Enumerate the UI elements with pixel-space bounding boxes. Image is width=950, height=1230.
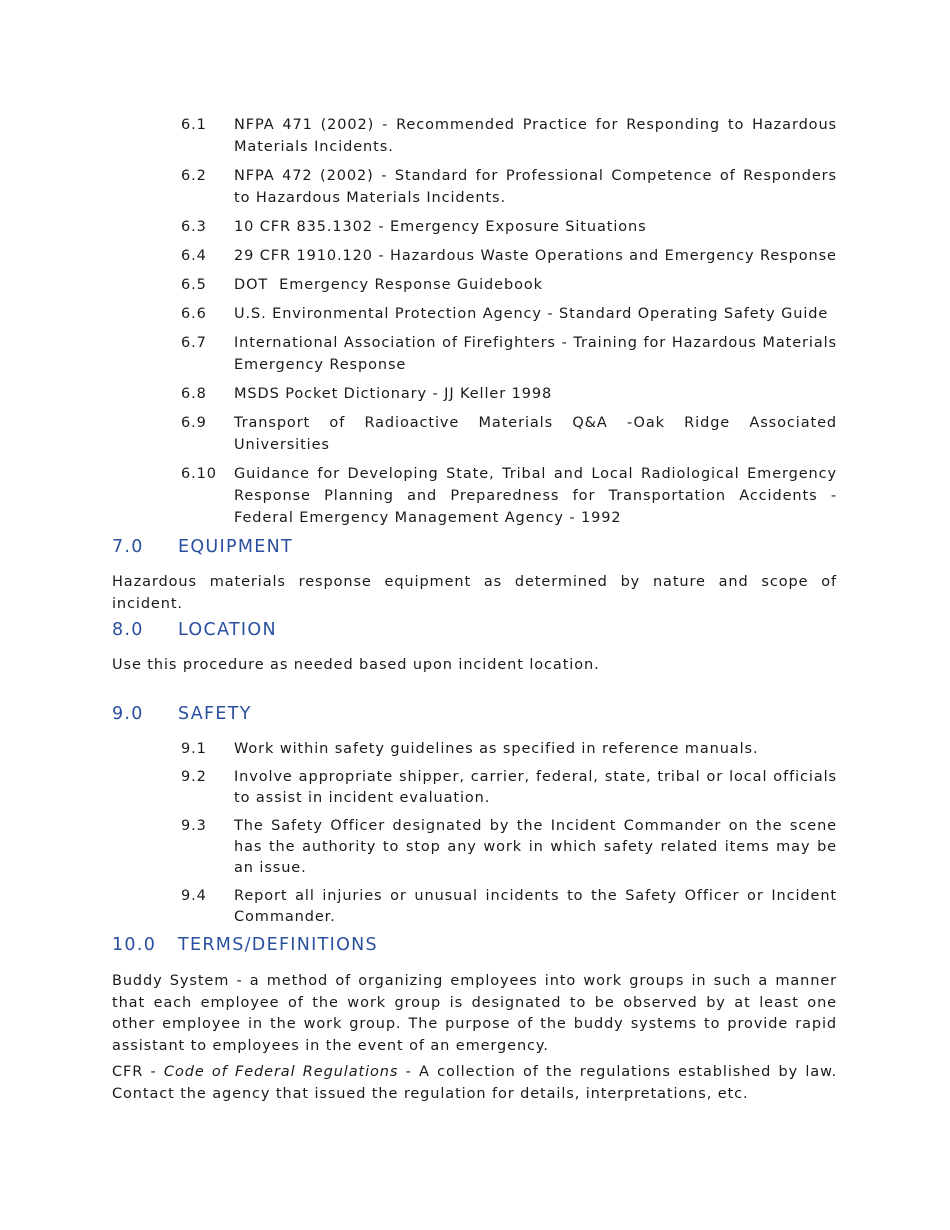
list-item	[181, 816, 837, 879]
item-text: NFPA 472 (2002) - Standard for Professional Competence of Responders to Hazardous Materials Incidents.	[234, 168, 837, 206]
section-number: 7.0	[112, 537, 144, 557]
safety-list	[181, 739, 837, 935]
list-item	[181, 332, 837, 376]
item-number: 9.4	[181, 888, 207, 904]
list-item	[181, 274, 837, 296]
buddy-system-definition: Buddy System - a method of organizing employees into work groups in such a manner that each employee of the work group is designated to be observed by at least one other employee in the work group. The purpose of the buddy systems to provide rapid assistant to employees in the event of an emergency.	[112, 973, 837, 1054]
item-number: 6.7	[181, 335, 207, 351]
item-number: 9.2	[181, 769, 207, 785]
section-number: 9.0	[112, 704, 144, 724]
reference-list	[181, 114, 837, 536]
section-title: SAFETY	[178, 704, 252, 724]
section-number: 8.0	[112, 620, 144, 640]
section-heading-equipment	[112, 537, 293, 557]
list-item	[181, 216, 837, 238]
section-heading-location	[112, 620, 277, 640]
item-text: NFPA 471 (2002) - Recommended Practice for Responding to Hazardous Materials Incidents.	[234, 117, 837, 155]
list-item	[181, 303, 837, 325]
item-text: 29 CFR 1910.120 - Hazardous Waste Operations and Emergency Response	[234, 248, 837, 264]
item-number: 6.2	[181, 168, 207, 184]
cfr-definition	[112, 1062, 837, 1105]
item-text: Transport of Radioactive Materials Q&A -Oak Ridge Associated Universities	[234, 415, 837, 453]
item-text: International Association of Firefighters - Training for Hazardous Materials Emergency Response	[234, 335, 837, 373]
cfr-description: - A collection of the regulations established by law. Contact the agency that issued the regulation for details, interpretations, etc.	[112, 1064, 838, 1102]
section-number: 10.0	[112, 935, 157, 955]
section-heading-safety	[112, 704, 252, 724]
item-text: Guidance for Developing State, Tribal and Local Radiological Emergency Response Planning and Preparedness for Transportation Accidents - Federal Emergency Management Agency - 1992	[234, 466, 837, 526]
cfr-term: CFR -	[112, 1064, 164, 1080]
item-number: 6.6	[181, 306, 207, 322]
item-number: 6.9	[181, 415, 207, 431]
item-number: 9.3	[181, 818, 207, 834]
item-number: 6.10	[181, 466, 217, 482]
item-text: Work within safety guidelines as specified in reference manuals.	[234, 741, 759, 757]
list-item	[181, 165, 837, 209]
list-item	[181, 739, 837, 760]
item-number: 9.1	[181, 741, 207, 757]
cfr-full-name: Code of Federal Regulations	[163, 1064, 399, 1080]
item-text: Report all injuries or unusual incidents to the Safety Officer or Incident Commander.	[234, 888, 837, 925]
section-title: TERMS/DEFINITIONS	[178, 935, 378, 955]
item-number: 6.5	[181, 277, 207, 293]
item-text: DOT Emergency Response Guidebook	[234, 277, 543, 293]
list-item	[181, 767, 837, 809]
item-text: U.S. Environmental Protection Agency - Standard Operating Safety Guide	[234, 306, 829, 322]
item-number: 6.8	[181, 386, 207, 402]
section-title: LOCATION	[178, 620, 277, 640]
item-text: 10 CFR 835.1302 - Emergency Exposure Situations	[234, 219, 647, 235]
item-text: The Safety Officer designated by the Incident Commander on the scene has the authority to stop any work in which safety related items may be an issue.	[234, 818, 837, 876]
location-paragraph: Use this procedure as needed based upon incident location.	[112, 657, 600, 673]
section-heading-terms	[112, 935, 378, 955]
item-text: Involve appropriate shipper, carrier, federal, state, tribal or local officials to assist in incident evaluation.	[234, 769, 837, 806]
list-item	[181, 412, 837, 456]
item-number: 6.3	[181, 219, 207, 235]
list-item	[181, 463, 837, 529]
list-item	[181, 383, 837, 405]
item-number: 6.4	[181, 248, 207, 264]
equipment-paragraph: Hazardous materials response equipment as determined by nature and scope of incident.	[112, 574, 837, 612]
section-title: EQUIPMENT	[178, 537, 293, 557]
item-number: 6.1	[181, 117, 207, 133]
list-item	[181, 114, 837, 158]
item-text: MSDS Pocket Dictionary - JJ Keller 1998	[234, 386, 553, 402]
list-item	[181, 886, 837, 928]
list-item	[181, 245, 837, 267]
